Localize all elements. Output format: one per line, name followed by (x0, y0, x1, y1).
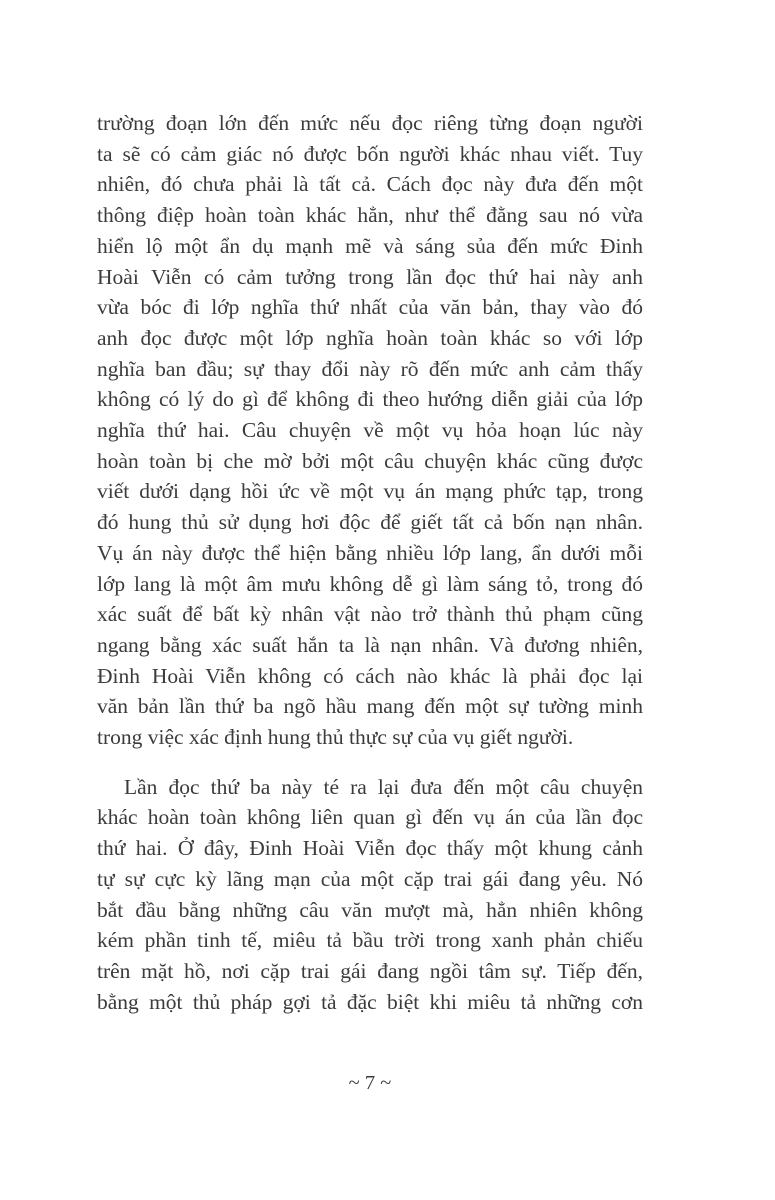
text-line: lớp lang là một âm mưu không dễ gì làm sáng tỏ, trong đó (97, 571, 643, 596)
paragraph (97, 772, 643, 1018)
text-line: anh đọc được một lớp nghĩa hoàn toàn khác so với lớp (97, 325, 643, 350)
text-line: viết dưới dạng hồi ức về một vụ án mạng phức tạp, trong (97, 479, 643, 504)
text-line: vừa bóc đi lớp nghĩa thứ nhất của văn bản, thay vào đó (97, 295, 643, 320)
body-text (97, 108, 643, 1017)
text-line: nghĩa thứ hai. Câu chuyện về một vụ hỏa hoạn lúc này (97, 418, 643, 443)
text-line: ngang bằng xác suất hắn ta là nạn nhân. Và đương nhiên, (97, 632, 643, 657)
text-line: không có lý do gì để không đi theo hướng diễn giải của lớp (97, 387, 643, 412)
text-line: trong việc xác định hung thủ thực sự của vụ giết người. (97, 725, 574, 750)
text-line: nghĩa ban đầu; sự thay đổi này rõ đến mức anh cảm thấy (97, 356, 643, 381)
text-line: Lần đọc thứ ba này té ra lại đưa đến một câu chuyện (124, 774, 643, 799)
page-number: ~ 7 ~ (348, 1072, 392, 1094)
text-line: trên mặt hồ, nơi cặp trai gái đang ngồi tâm sự. Tiếp đến, (97, 958, 643, 983)
text-line: bắt đầu bằng những câu văn mượt mà, hẳn nhiên không (97, 897, 643, 922)
text-line: thứ hai. Ở đây, Đinh Hoài Viễn đọc thấy một khung cảnh (97, 836, 643, 861)
text-line: kém phần tinh tế, miêu tả bầu trời trong xanh phản chiếu (97, 928, 643, 953)
text-line: đó hung thủ sử dụng hơi độc để giết tất cả bốn nạn nhân. (97, 510, 643, 535)
text-line: hiển lộ một ẩn dụ mạnh mẽ và sáng sủa đến mức Đinh (97, 233, 643, 258)
text-line: trường đoạn lớn đến mức nếu đọc riêng từng đoạn người (97, 111, 643, 135)
text-line: ta sẽ có cảm giác nó được bốn người khác nhau viết. Tuy (97, 141, 643, 166)
text-line: nhiên, đó chưa phải là tất cả. Cách đọc này đưa đến một (97, 172, 643, 197)
text-line: Hoài Viễn có cảm tưởng trong lần đọc thứ hai này anh (97, 264, 643, 289)
text-line: thông điệp hoàn toàn khác hẳn, như thể đằng sau nó vừa (97, 203, 643, 228)
text-line: xác suất để bất kỳ nhân vật nào trở thành thủ phạm cũng (97, 602, 643, 627)
text-line: tự sự cực kỳ lãng mạn của một cặp trai gái đang yêu. Nó (97, 866, 643, 891)
text-line: hoàn toàn bị che mờ bởi một câu chuyện khác cũng được (97, 448, 643, 473)
paragraph (97, 108, 643, 753)
text-line: văn bản lần thứ ba ngõ hầu mang đến một sự tường minh (97, 694, 643, 719)
text-line: Vụ án này được thể hiện bằng nhiều lớp lang, ẩn dưới mỗi (97, 540, 643, 565)
text-line: khác hoàn toàn không liên quan gì đến vụ án của lần đọc (97, 805, 643, 830)
text-line: bằng một thủ pháp gợi tả đặc biệt khi miêu tả những cơn (97, 989, 643, 1014)
text-line: Đinh Hoài Viễn không có cách nào khác là phải đọc lại (97, 663, 643, 688)
